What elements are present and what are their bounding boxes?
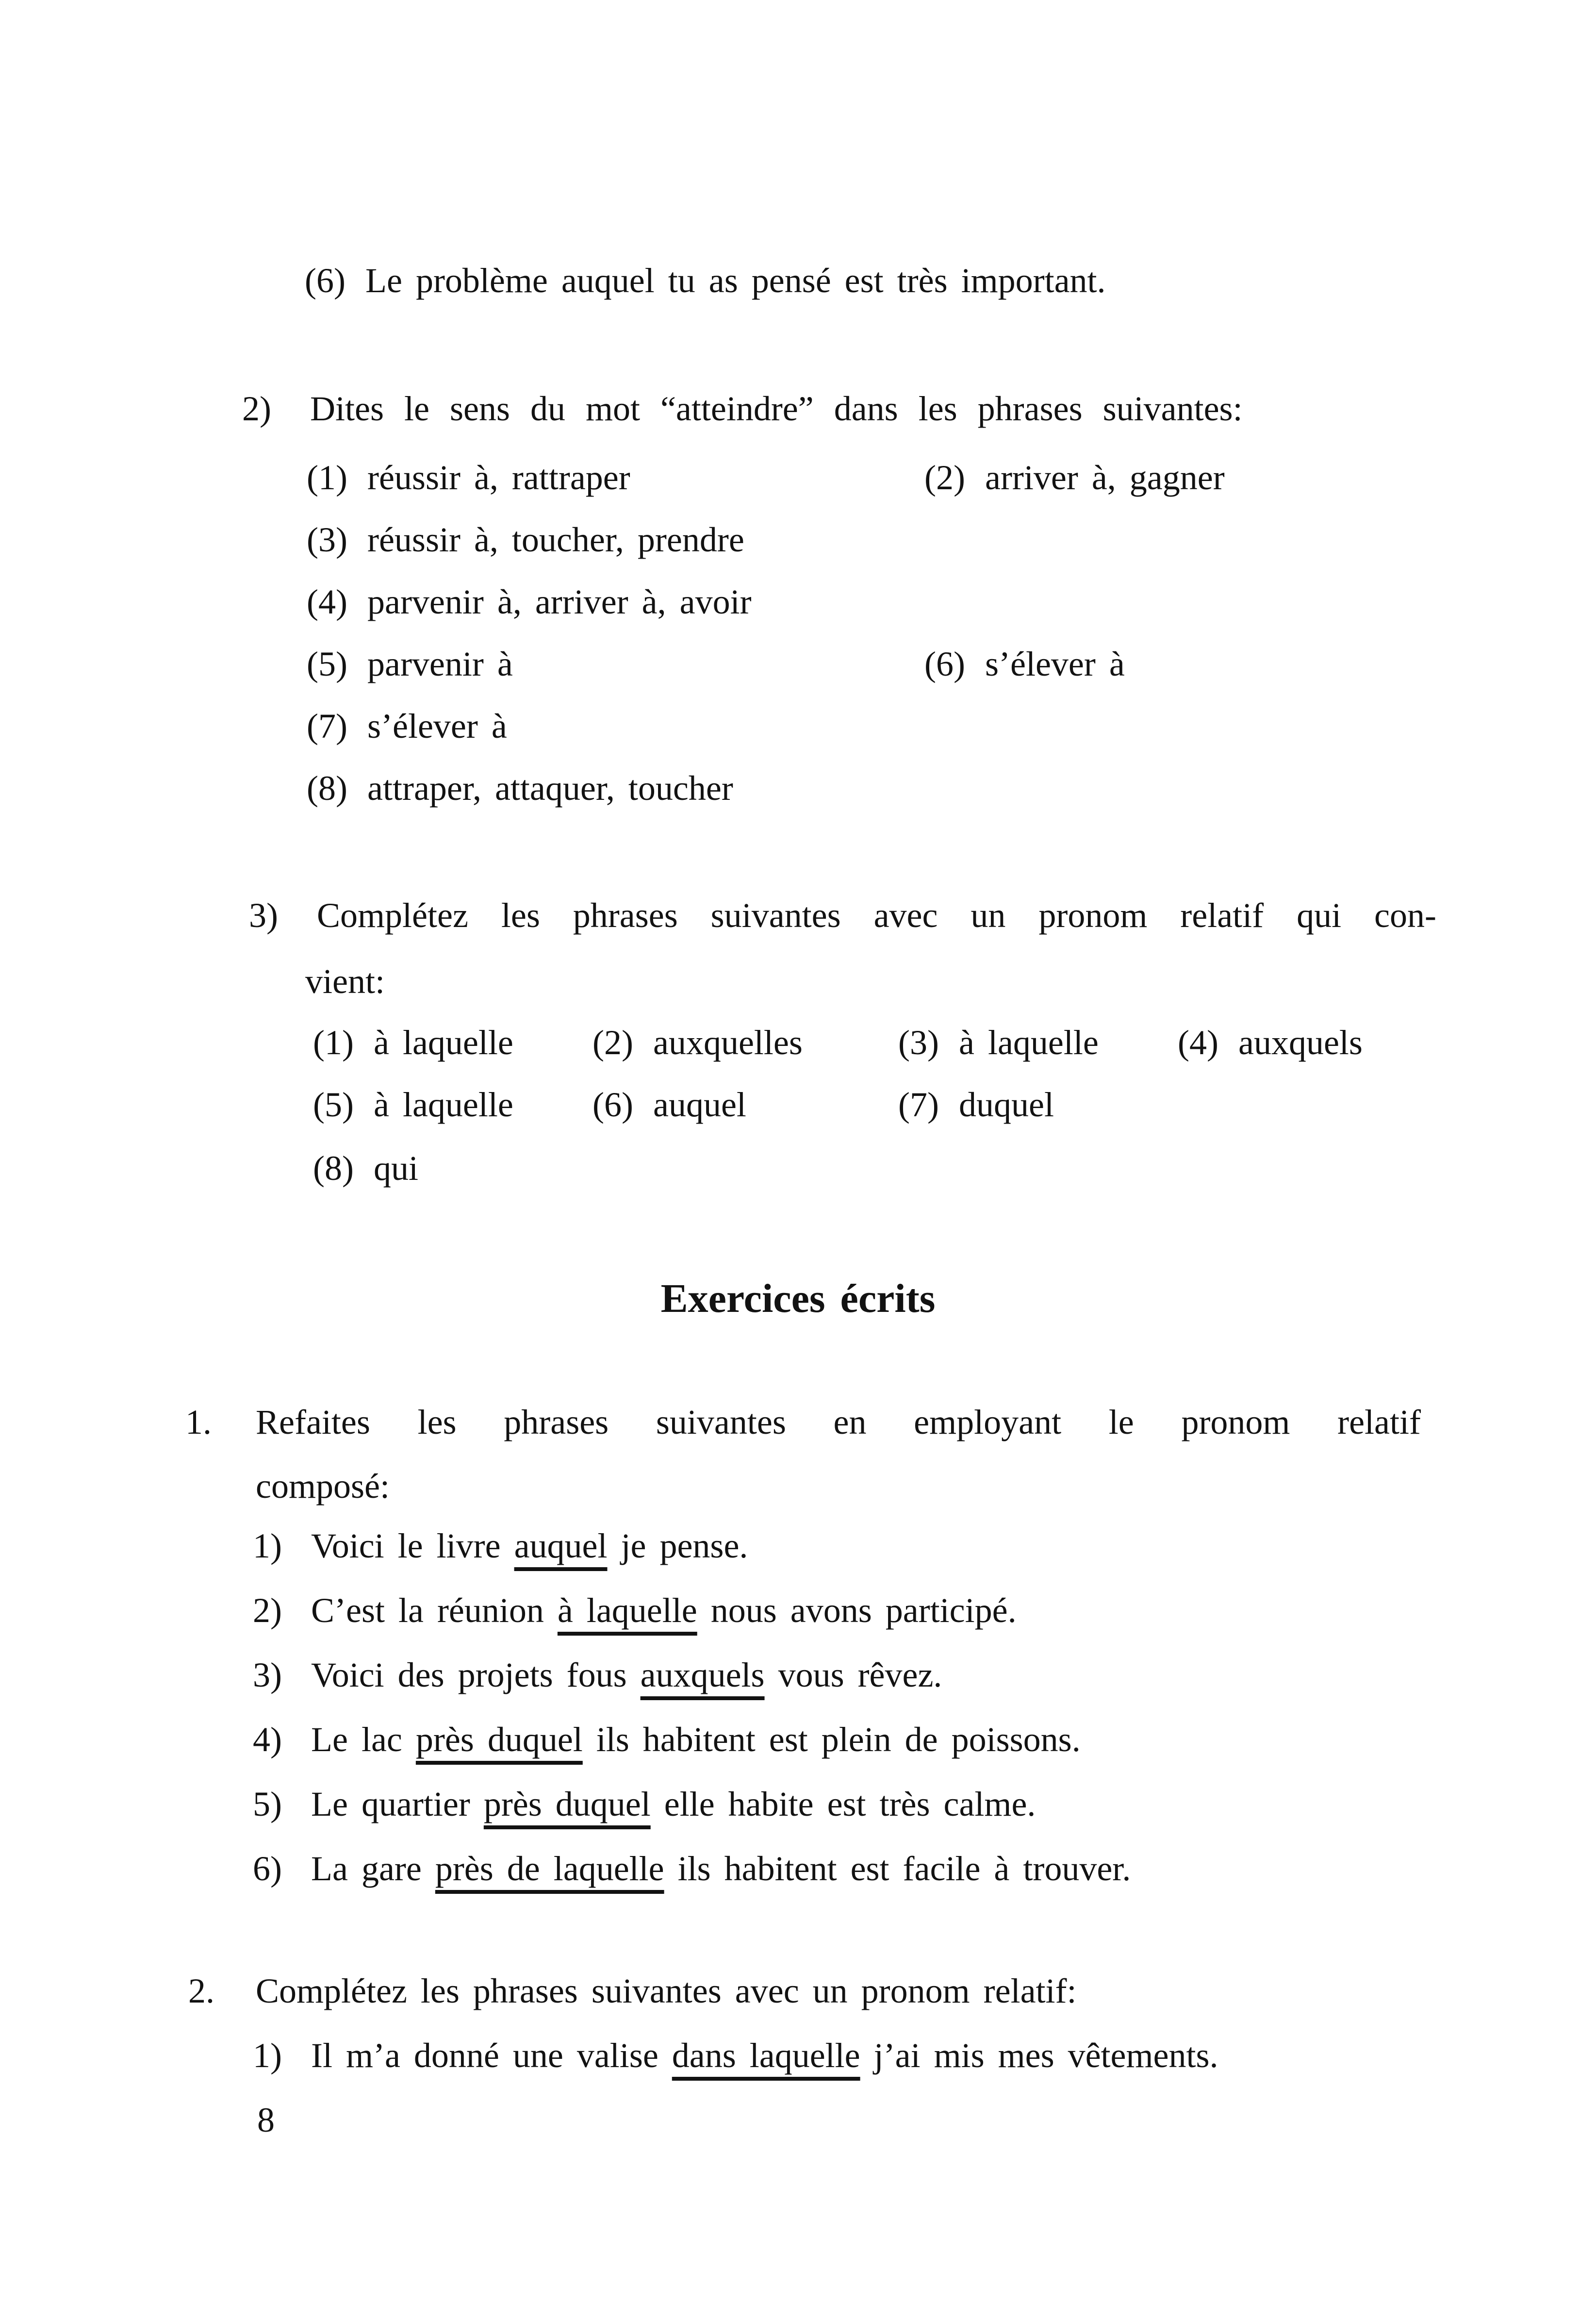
underlined-phrase: près de laquelle (435, 1849, 664, 1888)
answer-item (307, 702, 507, 750)
answer-item (592, 1080, 746, 1129)
item-marker: (4) (1178, 1023, 1218, 1062)
answer-text: attraper, attaquer, toucher (367, 769, 733, 808)
sentence-text: ils habitent est facile à trouver. (664, 1849, 1131, 1888)
item-marker: (7) (307, 707, 347, 745)
item-marker: 2) (253, 1591, 282, 1630)
sentence-text: Le quartier (311, 1785, 484, 1823)
sentence-item (253, 1715, 1081, 1764)
sentence-text: nous avons participé. (697, 1591, 1017, 1630)
item-marker: (5) (307, 645, 347, 683)
item-marker: 1. (185, 1403, 212, 1441)
answer-item (924, 453, 1225, 502)
item-marker: (2) (592, 1023, 633, 1062)
question-text-line-1: Complétez les phrases suivantes avec un pronom relatif qui con- (317, 896, 1436, 935)
answer-text: parvenir à, arriver à, avoir (367, 582, 752, 621)
item-marker: 1) (253, 1526, 282, 1565)
answer-item (592, 1018, 803, 1067)
sentence (311, 1785, 1036, 1823)
item-marker: 2. (188, 1971, 214, 2010)
answer-text: parvenir à (367, 645, 513, 683)
answer-text: s’élever à (367, 707, 507, 745)
item-marker: (1) (313, 1023, 354, 1062)
underlined-phrase: près duquel (483, 1785, 651, 1823)
instruction-line-1: Refaites les phrases suivantes en employant le pronom relatif (256, 1403, 1421, 1441)
sentence-text: C’est la réunion (311, 1591, 558, 1630)
answer-item (307, 453, 630, 502)
sentence-text: Voici le livre (311, 1526, 514, 1565)
answer-item (898, 1080, 1054, 1129)
underlined-phrase: auquel (514, 1526, 608, 1565)
sentence-text: je pense. (607, 1526, 748, 1565)
sentence (311, 1526, 748, 1565)
question-text-line-2: vient: (305, 962, 385, 1001)
item-marker: (7) (898, 1085, 939, 1124)
sentence-item (253, 1780, 1036, 1828)
answer-item (924, 640, 1125, 688)
sentence-text: elle habite est très calme. (650, 1785, 1036, 1823)
item-marker: (6) (305, 261, 346, 300)
sentence-text: La gare (311, 1849, 435, 1888)
answer-text: réussir à, rattraper (367, 458, 630, 497)
sentence (311, 1720, 1081, 1759)
instruction-line-2: composé: (256, 1467, 390, 1506)
sentence (311, 1849, 1131, 1888)
answer-text: auquel (653, 1085, 746, 1124)
sentence-text: Il m’a donné une valise (311, 2036, 672, 2075)
answer-item (307, 640, 513, 688)
answer-item (898, 1018, 1099, 1067)
item-marker: (3) (898, 1023, 939, 1062)
sentence-item (253, 1586, 1017, 1635)
item-marker: (6) (592, 1085, 633, 1124)
answer-text: auxquels (1238, 1023, 1363, 1062)
question-text: Dites le sens du mot “atteindre” dans les phrases suivantes: (310, 389, 1243, 428)
instruction-line: Complétez les phrases suivantes avec un pronom relatif: (256, 1971, 1077, 2010)
item-marker: 3) (249, 896, 278, 935)
page-number: 8 (257, 2101, 275, 2139)
item-marker: (3) (307, 520, 347, 559)
answer-item (307, 515, 744, 564)
item-marker: (2) (924, 458, 965, 497)
item-marker: (8) (307, 769, 347, 808)
answer-text: à laquelle (959, 1023, 1099, 1062)
answer-text: s’élever à (985, 645, 1125, 683)
item-marker: 4) (253, 1720, 282, 1759)
answer-text: duquel (959, 1085, 1054, 1124)
sentence-text: ils habitent est plein de poissons. (582, 1720, 1081, 1759)
underlined-phrase: à laquelle (557, 1591, 697, 1630)
item-marker: (5) (313, 1085, 354, 1124)
oral-answer-item-6 (305, 256, 1106, 305)
underlined-phrase: auxquels (640, 1656, 765, 1694)
answer-item (1178, 1018, 1363, 1067)
item-text: Le problème auquel tu as pensé est très important. (365, 261, 1106, 300)
answer-text: à laquelle (374, 1023, 513, 1062)
sentence-item (253, 1844, 1131, 1893)
answer-item (313, 1144, 418, 1193)
answer-text: arriver à, gagner (985, 458, 1225, 497)
underlined-phrase: près duquel (415, 1720, 583, 1759)
oral-question-2 (242, 384, 1243, 433)
answer-item (307, 578, 752, 626)
sentence-item (253, 2031, 1218, 2080)
sentence-item (253, 1522, 748, 1570)
answer-text: réussir à, toucher, prendre (367, 520, 744, 559)
item-marker: (6) (924, 645, 965, 683)
sentence-text: j’ai mis mes vêtements. (860, 2036, 1218, 2075)
underlined-phrase: dans laquelle (672, 2036, 860, 2075)
item-marker: (4) (307, 582, 347, 621)
answer-item (307, 764, 733, 812)
item-marker: (1) (307, 458, 347, 497)
answer-item (313, 1018, 513, 1067)
sentence-text: vous rêvez. (764, 1656, 942, 1694)
sentence (311, 1591, 1017, 1630)
answer-text: qui (374, 1149, 419, 1188)
answer-item (313, 1080, 513, 1129)
section-title: Exercices écrits (660, 1276, 936, 1321)
sentence (311, 2036, 1218, 2075)
item-marker: 5) (253, 1785, 282, 1823)
item-marker: 1) (253, 2036, 282, 2075)
item-marker: 6) (253, 1849, 282, 1888)
answer-text: à laquelle (374, 1085, 513, 1124)
sentence-item (253, 1651, 942, 1699)
sentence-text: Voici des projets fous (311, 1656, 641, 1694)
answer-text: auxquelles (653, 1023, 803, 1062)
item-marker: 2) (242, 389, 271, 428)
sentence (311, 1656, 942, 1694)
item-marker: 3) (253, 1656, 282, 1694)
sentence-text: Le lac (311, 1720, 416, 1759)
item-marker: (8) (313, 1149, 354, 1188)
